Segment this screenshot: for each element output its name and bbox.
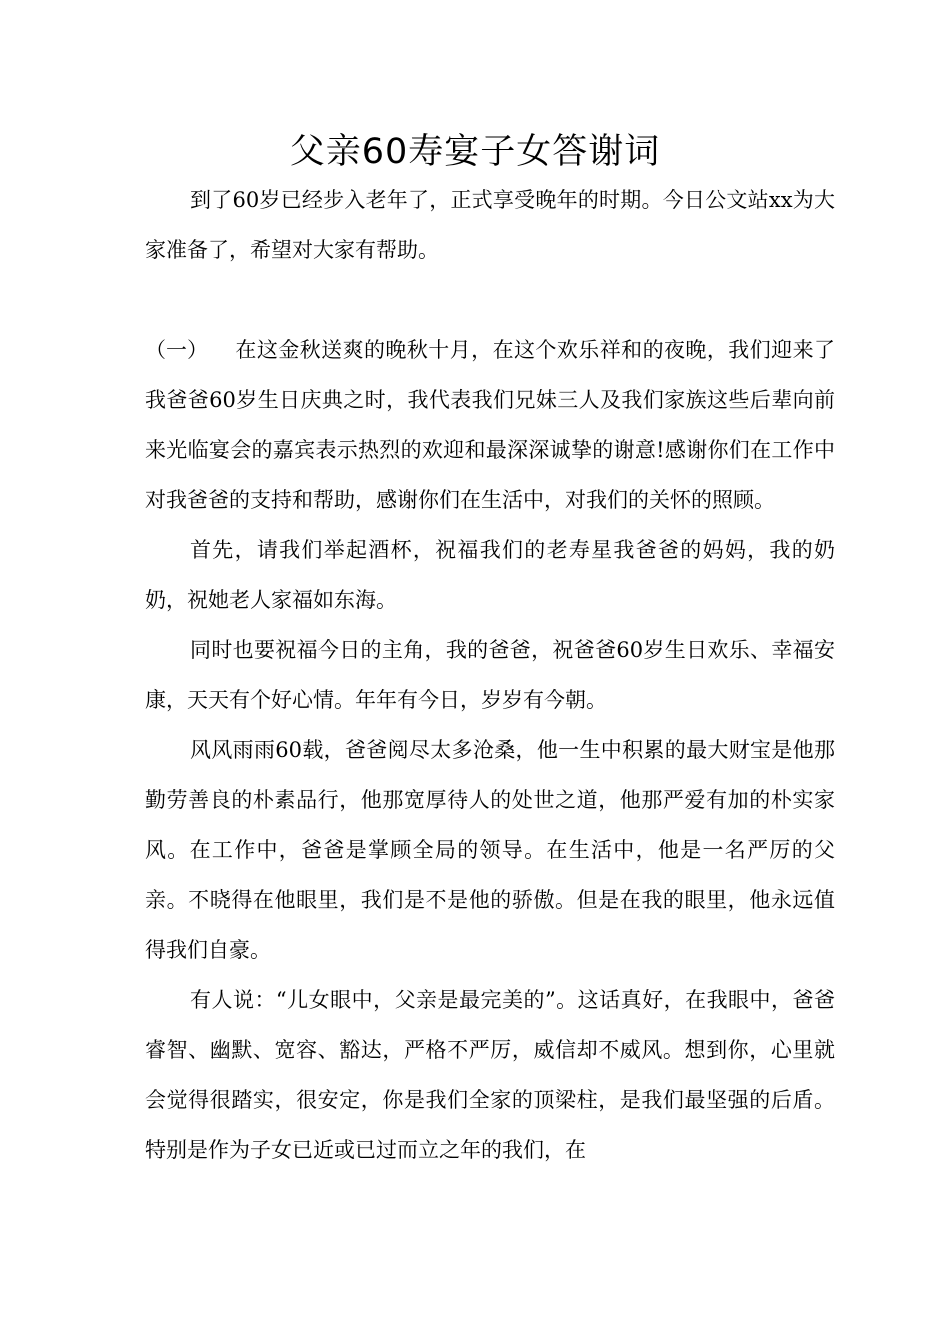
section-one-paragraph <box>145 325 835 525</box>
paragraph: 有人说：“儿女眼中，父亲是最完美的”。这话真好，在我眼中，爸爸睿智、幽默、宽容、豁达，严格不严厉，威信却不威风。想到你，心里就会觉得很踏实，很安定，你是我们全家的顶梁柱，是我们最坚强的后盾。特别是作为子女已近或已过而立之年的我们，在 <box>145 988 835 1162</box>
document-title: 父亲60寿宴子女答谢词 <box>289 132 661 172</box>
blank-line <box>145 275 835 325</box>
paragraph: 风风雨雨60载，爸爸阅尽太多沧桑，他一生中积累的最大财宝是他那勤劳善良的朴素品行，他那宽厚待人的处世之道，他那严爱有加的朴实家风。在工作中，爸爸是掌顾全局的领导。在生活中，他是一名严厉的父亲。不晓得在他眼里，我们是不是他的骄傲。但是在我的眼里，他永远值得我们自豪。 <box>145 738 835 962</box>
paragraph-text: 在这金秋送爽的晚秋十月，在这个欢乐祥和的夜晚，我们迎来了我爸爸60岁生日庆典之时，我代表我们兄妹三人及我们家族这些后辈向前来光临宴会的嘉宾表示热烈的欢迎和最深深诚挚的谢意!感谢你们在工作中对我爸爸的支持和帮助，感谢你们在生活中，对我们的关怀的照顾。 <box>145 338 835 512</box>
paragraph: 同时也要祝福今日的主角，我的爸爸，祝爸爸60岁生日欢乐、幸福安康，天天有个好心情。年年有今日，岁岁有今朝。 <box>145 638 835 712</box>
intro-paragraph: 到了60岁已经步入老年了，正式享受晚年的时期。今日公文站xx为大家准备了，希望对大家有帮助。 <box>145 188 835 262</box>
document-body <box>145 175 835 1175</box>
section-marker: （一） <box>145 338 208 362</box>
paragraph: 首先，请我们举起酒杯，祝福我们的老寿星我爸爸的妈妈，我的奶奶，祝她老人家福如东海。 <box>145 538 835 612</box>
